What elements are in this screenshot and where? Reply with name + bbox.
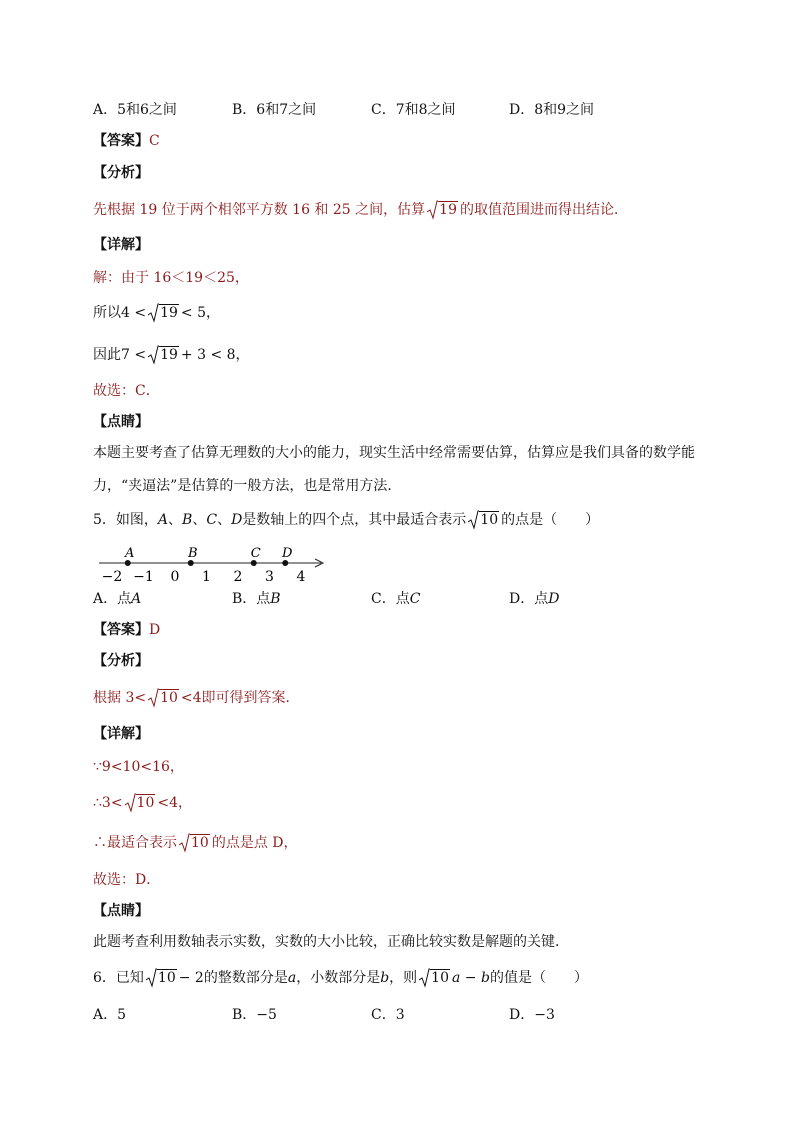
var-b: b xyxy=(481,970,490,986)
point-label-a: A xyxy=(125,546,135,561)
q6-option-c: C．3 xyxy=(371,1007,405,1023)
text-segment: ，小数部分是 xyxy=(296,970,381,986)
q4-option-a: A．5和6之间 xyxy=(93,102,177,118)
sqrt-symbol xyxy=(179,833,210,853)
answer-value: C xyxy=(149,133,160,149)
radicand: 10 xyxy=(191,835,209,851)
sqrt-symbol xyxy=(148,688,179,708)
q6-option-d: D．−3 xyxy=(509,1007,555,1023)
text-segment: 5．如图， xyxy=(93,512,158,528)
radicand: 10 xyxy=(160,690,178,706)
q5-detail-3 xyxy=(93,833,298,853)
radicand: 19 xyxy=(160,305,178,321)
radicand: 19 xyxy=(160,347,178,363)
var-c: C xyxy=(206,512,218,528)
sqrt-symbol xyxy=(125,793,156,813)
q4-comment-line-2: 力，“夹逼法”是估算的一般方法，也是常用方法． xyxy=(93,478,402,494)
answer-tag: 【答案】 xyxy=(93,622,149,638)
q4-detail-4: 故选：C． xyxy=(93,383,160,399)
text-segment: 因此7 < xyxy=(93,347,147,363)
var-a: A xyxy=(157,512,169,528)
text-segment: 的点是（ ） xyxy=(501,512,600,528)
q5-stem xyxy=(93,510,599,530)
axis-tick-label: −2 xyxy=(101,569,123,585)
q5-comment-tag: 【点睛】 xyxy=(93,903,149,919)
text-segment: <4， xyxy=(157,795,193,811)
text-segment: − xyxy=(460,970,481,986)
q4-detail-tag: 【详解】 xyxy=(93,237,149,253)
text-segment: ，则 xyxy=(389,970,418,986)
point-label-b: B xyxy=(187,546,198,561)
q4-option-d: D．8和9之间 xyxy=(509,102,595,118)
text-segment: ∴最适合表示 xyxy=(93,835,177,851)
axis-tick-label: 1 xyxy=(202,569,211,585)
axis-tick-label: 0 xyxy=(170,569,180,585)
radicand: 10 xyxy=(431,970,449,986)
radicand: 10 xyxy=(480,512,499,528)
q4-option-c: C．7和8之间 xyxy=(371,102,456,118)
q5-comment-line-1: 此题考查利用数轴表示实数，实数的大小比较，正确比较实数是解题的关键． xyxy=(93,934,569,950)
axis-tick-label: 2 xyxy=(233,569,243,585)
q5-option-b: B．点B xyxy=(232,591,281,607)
q4-analysis-text xyxy=(93,200,628,220)
q4-analysis-tag: 【分析】 xyxy=(93,165,149,181)
text-segment: <4即可得到答案． xyxy=(180,690,300,706)
point-label-c: C xyxy=(250,546,261,561)
sqrt-symbol xyxy=(148,345,179,365)
text-segment: 是数轴上的四个点，其中最适合表示 xyxy=(242,512,467,528)
q5-analysis-text xyxy=(93,688,300,708)
number-line xyxy=(93,544,333,586)
sqrt-symbol xyxy=(427,200,458,220)
q5-answer xyxy=(93,620,160,640)
q6-option-a: A．5 xyxy=(93,1007,127,1023)
q5-detail-1: ∵9<10<16， xyxy=(93,759,184,775)
text-segment: 的整数部分是 xyxy=(203,970,288,986)
q4-detail-2 xyxy=(93,303,220,323)
text-segment: 先根据 19 位于两个相邻平方数 16 和 25 之间，估算 xyxy=(93,202,426,218)
var-b: b xyxy=(380,970,390,986)
sqrt-symbol xyxy=(146,968,177,988)
text-segment: + 3 < 8， xyxy=(180,347,250,363)
text-segment: 、 xyxy=(217,512,232,528)
text-segment: 根据 3< xyxy=(93,690,147,706)
text-segment: 、 xyxy=(168,512,183,528)
radicand: 10 xyxy=(136,795,155,811)
text-segment: 的取值范围进而得出结论． xyxy=(459,202,628,218)
text-segment: 、 xyxy=(192,512,207,528)
q4-option-b: B．6和7之间 xyxy=(232,102,317,118)
text-segment: 的点是点 D， xyxy=(211,835,298,851)
var-d: D xyxy=(231,512,243,528)
radicand: 19 xyxy=(439,202,457,218)
q5-option-d: D．点D xyxy=(509,591,560,607)
text-segment: 6．已知 xyxy=(93,970,144,986)
text-segment: − 2 xyxy=(178,970,204,986)
answer-value: D xyxy=(149,622,161,638)
text-segment: 的值是（ ） xyxy=(489,970,588,986)
answer-tag: 【答案】 xyxy=(93,133,149,149)
q5-detail-2 xyxy=(93,793,192,813)
var-a: a xyxy=(452,970,461,986)
q6-option-b: B．−5 xyxy=(232,1007,277,1023)
var-a: a xyxy=(287,970,297,986)
text-segment: ∴3< xyxy=(93,795,123,811)
q5-option-a: A．点A xyxy=(93,591,142,607)
axis-tick-label: −1 xyxy=(133,569,154,585)
radicand: 10 xyxy=(157,970,176,986)
q5-detail-4: 故选：D． xyxy=(93,872,161,888)
q6-stem xyxy=(93,968,588,988)
sqrt-symbol xyxy=(148,303,179,323)
q4-comment-line-1: 本题主要考查了估算无理数的大小的能力，现实生活中经常需要估算，估算应是我们具备的数学能 xyxy=(93,445,695,461)
sqrt-symbol xyxy=(468,510,499,530)
sqrt-symbol xyxy=(419,968,450,988)
q4-detail-1: 解：由于 16＜19＜25， xyxy=(93,270,249,286)
q5-detail-tag: 【详解】 xyxy=(93,726,149,742)
q4-answer xyxy=(93,131,160,151)
q5-option-c: C．点C xyxy=(371,591,421,607)
var-b: B xyxy=(182,512,193,528)
axis-tick-label: 3 xyxy=(265,569,274,585)
point-label-d: D xyxy=(282,546,293,561)
q5-analysis-tag: 【分析】 xyxy=(93,653,149,669)
axis-tick-label: 4 xyxy=(296,569,306,585)
q4-comment-tag: 【点睛】 xyxy=(93,414,149,430)
text-segment: 所以4 < xyxy=(93,305,147,321)
text-segment: < 5， xyxy=(180,305,221,321)
q4-detail-3 xyxy=(93,345,250,365)
